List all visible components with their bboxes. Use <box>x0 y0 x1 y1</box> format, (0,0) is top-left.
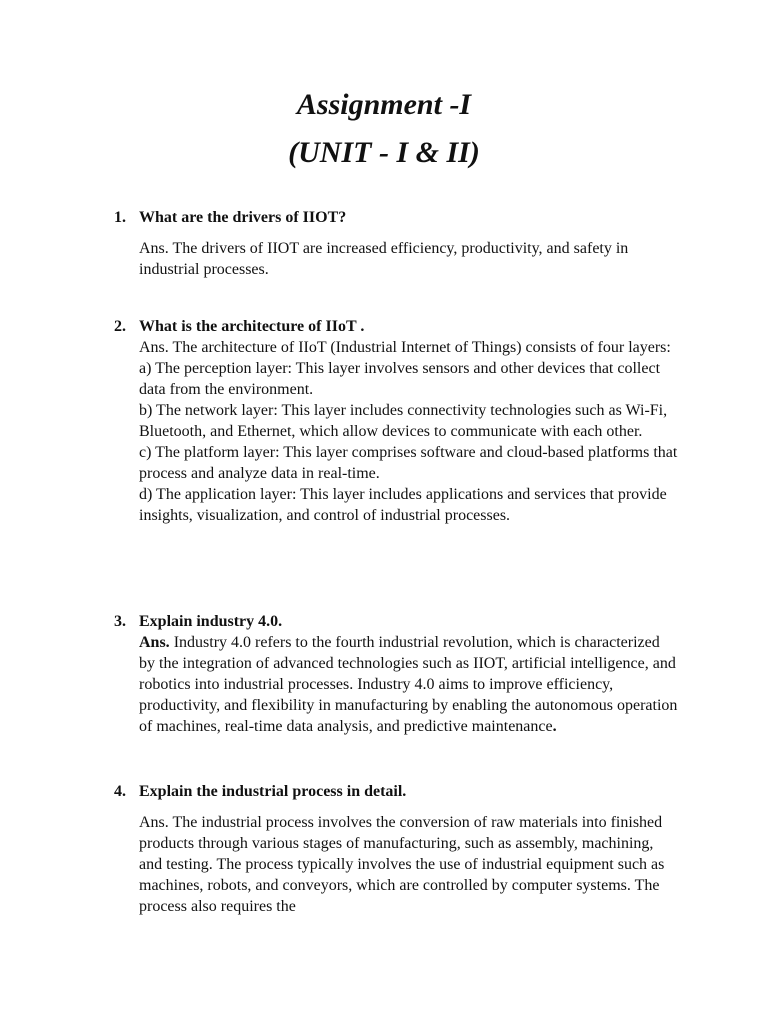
question-heading <box>114 207 694 228</box>
question-number: 1. <box>114 209 126 226</box>
question-4 <box>114 781 694 917</box>
answer-end-period: . <box>552 718 557 735</box>
question-number: 2. <box>114 318 126 335</box>
question-text: Explain the industrial process in detail. <box>139 783 407 800</box>
question-heading <box>114 781 694 802</box>
question-number: 4. <box>114 783 126 800</box>
answer-paragraph: Ans. The industrial process involves the conversion of raw materials into finished products through various stages of manufacturing, such as assembly, machining, and testing. The process typically involves the use of industrial equipment such as machines, robots, and conveyors, which are controlled by computer systems. The process also requires the <box>139 814 665 915</box>
answer-layer-a: a) The perception layer: This layer involves sensors and other devices that collect data from the environment. <box>139 360 661 398</box>
answer-prefix: Ans. <box>139 634 170 651</box>
question-2 <box>114 316 694 526</box>
answer-body: Industry 4.0 refers to the fourth industrial revolution, which is characterized by the integration of advanced technologies such as IIOT, artificial intelligence, and robotics into industrial processes. Industry 4.0 aims to improve efficiency, productivity, and flexibility in manufacturing by enabling the autonomous operation of machines, real-time data analysis, and predictive maintenance <box>139 634 678 735</box>
answer-layer-d: d) The application layer: This layer includes applications and services that provide insights, visualization, and control of industrial processes. <box>139 486 667 524</box>
document-subtitle: (UNIT - I & II) <box>288 136 480 169</box>
answer-paragraph <box>139 632 679 737</box>
question-heading <box>114 316 694 337</box>
answer-layer-c: c) The platform layer: This layer comprises software and cloud-based platforms that process and analyze data in real-time. <box>139 444 678 482</box>
question-number: 3. <box>114 613 126 630</box>
answer <box>139 632 679 737</box>
question-heading <box>114 611 694 632</box>
question-3 <box>114 611 694 737</box>
answer <box>139 337 679 526</box>
answer-paragraph: Ans. The architecture of IIoT (Industrial Internet of Things) consists of four layers: <box>139 339 671 356</box>
question-text: What is the architecture of IIoT . <box>139 318 365 335</box>
answer <box>139 812 679 917</box>
question-text: What are the drivers of IIOT? <box>139 209 347 226</box>
question-1 <box>114 207 694 280</box>
question-text: Explain industry 4.0. <box>139 613 283 630</box>
answer <box>139 238 679 280</box>
answer-layer-b: b) The network layer: This layer includes connectivity technologies such as Wi-Fi, Bluetooth, and Ethernet, which allow devices to communicate with each other. <box>139 402 668 440</box>
document-title: Assignment -I <box>296 88 472 121</box>
answer-paragraph: Ans. The drivers of IIOT are increased efficiency, productivity, and safety in industrial processes. <box>139 240 629 278</box>
